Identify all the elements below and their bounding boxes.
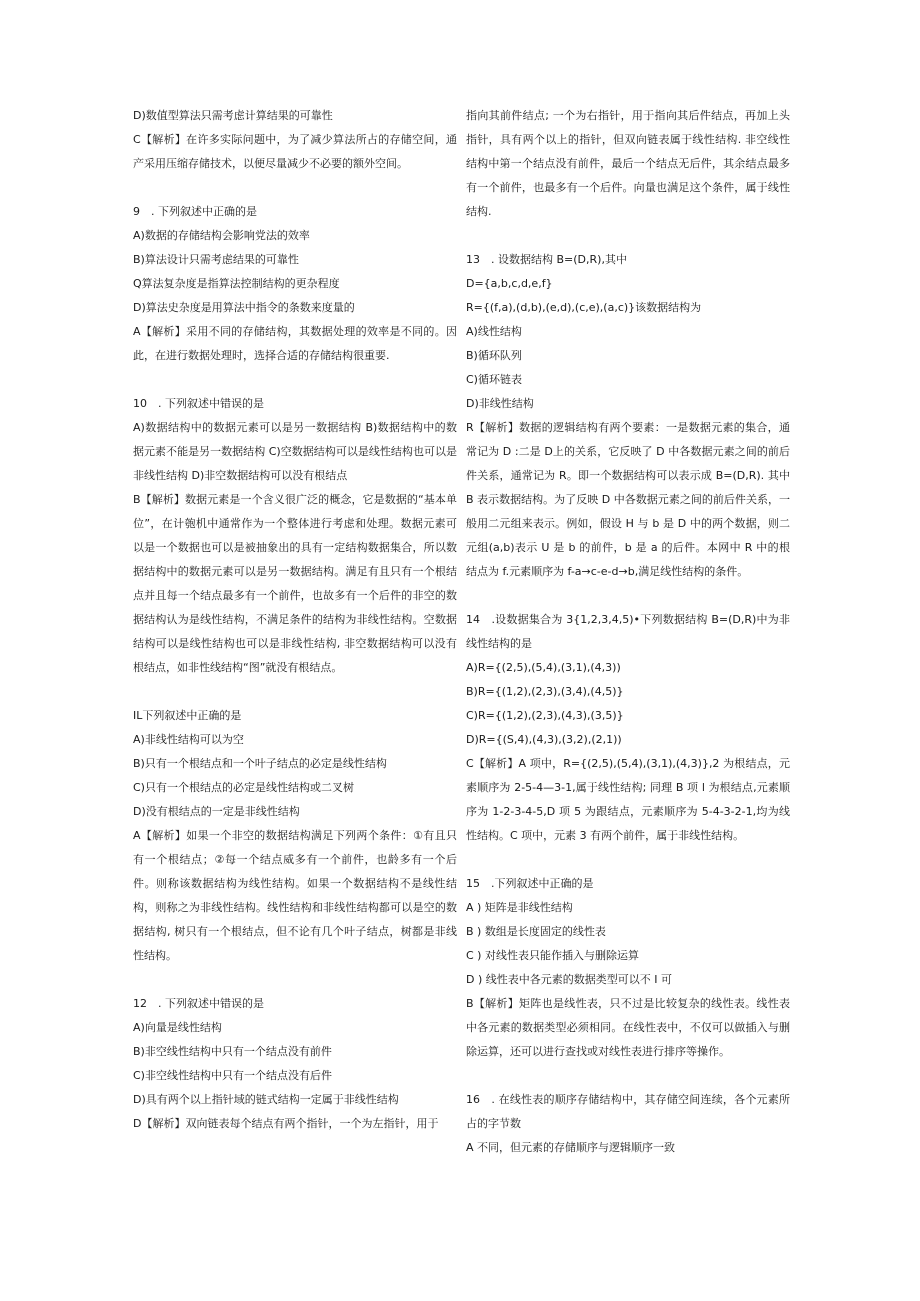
text-line: B)算法设计只需考虑结果的可靠性: [133, 253, 299, 266]
text-line: D ) 线性表中各元素的数据类型可以不 I 可: [466, 973, 672, 986]
text-line: B)循环队列: [466, 349, 522, 362]
text-line: D)R={(S,4),(4,3),(3,2),(2,1)): [466, 733, 622, 746]
question-block: [466, 1088, 790, 1160]
text-line: D)具有两个以上指针域的链式结构一定属于非线性结构: [133, 1093, 399, 1106]
text-line: D)数值型算法只需考虑计算结果的可靠性: [133, 109, 333, 122]
text-line: 15 .下列叙述中正确的是: [466, 877, 594, 890]
question-block: [133, 104, 457, 176]
text-line: 9 . 下列叙述中正确的是: [133, 205, 257, 218]
text-line: D)算法史杂度是用算法中指令的条数来度量的: [133, 301, 355, 314]
text-line: B【解析】矩阵也是线性表，只不过是比较复杂的线性表。线性表中各元素的数据类型必须相同。在线性表中，不仅可以做插入与删除运算，还可以进行查找或对线性表进行排序等操作。: [466, 997, 790, 1058]
text-line: 14 .设数据集合为 3{1,2,3,4,5)•下列数据结构 B=(D,R)中为非线性结构的是: [466, 613, 790, 650]
question-block: [466, 104, 790, 224]
question-block: [466, 608, 790, 848]
text-line: B)R={(1,2),(2,3),(3,4),(4,5)}: [466, 685, 624, 698]
text-line: C)非空线性结构中只有一个结点没有后件: [133, 1069, 332, 1082]
text-line: D={a,b,c,d,e,f}: [466, 277, 553, 290]
text-line: B)非空线性结构中只有一个结点没有前件: [133, 1045, 332, 1058]
text-line: IL下列叙述中正确的是: [133, 709, 242, 722]
text-line: 13 . 设数据结构 B=(D,R),其中: [466, 253, 627, 266]
text-line: C【解析】在许多实际问题中，为了减少算法所占的存储空间，通产采用压缩存储技术，以便尽量减少不必要的额外空间。: [133, 133, 457, 170]
text-line: C)R={(1,2),(2,3),(4,3),(3,5)}: [466, 709, 624, 722]
text-line: A【解析】如果一个非空的数据结构满足下列两个条件：①有且只有一个根结点；②每一个结点威多有一个前件，也龄多有一个后件。则称该数据结构为线性结构。如果一个数据结构不是线性结构，则称之为非线性结构。线性结构和非线性结构都可以是空的数据结构, 树只有一个根结点，但不论有几个叶子结点，树都是非线性结构。: [133, 829, 457, 962]
text-line: C)循环链表: [466, 373, 522, 386]
question-block: [133, 392, 457, 680]
text-line: R【解析】数据的逻辑结构有两个要素：一是数据元素的集合，通常记为 D :二是 D上的关系，它反映了 D 中各数据元素之间的前后件关系，通常记为 R。即一个数据结构可以表示成 B=(D,R). 其中 B 表示数据结构。为了反映 D 中各数据元素之间的前后件关系，一般用二元组来表示。例如，假设 H 与 b 是 D 中的两个数据，则二元组(a,b)表示 U 是 b 的前件，b 是 a 的后件。本网中 R 中的根结点为 f.元素顺序为 f-a→c-e-d→b,满足线性结构的条件。: [466, 421, 790, 578]
text-line: A ) 矩阵是非线性结构: [466, 901, 573, 914]
text-line: A 不同，但元素的存储顺序与逻辑顺序一致: [466, 1141, 676, 1154]
text-line: A)数据结构中的数据元素可以是另一数据结构 B)数据结构中的数据元素不能是另一数据结构 C)空数据结构可以是线性结构也可以是非线性结构 D)非空数据结构可以没有根结点: [133, 421, 457, 482]
question-block: [133, 992, 457, 1136]
text-line: A)非线性结构可以为空: [133, 733, 244, 746]
left-column: [133, 104, 457, 1160]
question-block: [466, 248, 790, 584]
text-line: A【解析】采用不同的存储结构，其数据处理的效率是不同的。因此，在进行数据处理时，选择合适的存储结构很重要.: [133, 325, 457, 362]
text-line: C)只有一个根结点的必定是线性结构或二叉树: [133, 781, 354, 794]
text-line: A)线性结构: [466, 325, 522, 338]
text-line: B ) 数组是长度固定的线性表: [466, 925, 606, 938]
text-line: 12 . 下列叙述中错误的是: [133, 997, 264, 1010]
right-column: [466, 104, 790, 1184]
text-line: B【解析】数据元素是一个含义很广泛的概念，它是数据的“基本单位”，在计匏机中通常作为一个整体进行考虑和处理。数据元素可以是一个数据也可以是被抽象出的具有一定结构数据集合，所以数据结构中的数据元素可以是另一数据结构。满足有且只有一个根结点并且每一个结点最多有一个前件，也故多有一个后件的非空的数据结构认为是线性结构，不满足条件的结构为非线性结构。空数据结构可以是线性结构也可以是非线性结构, 非空数据结构可以没有根结点，如非性线结构“图”就没有根结点。: [133, 493, 457, 674]
question-block: [133, 200, 457, 368]
text-line: D)非线性结构: [466, 397, 534, 410]
text-line: A)数据的存储结构会影响党法的效率: [133, 229, 310, 242]
question-block: [466, 872, 790, 1064]
text-line: 10 . 下列叙述中错误的是: [133, 397, 264, 410]
text-line: 16 . 在线性表的顺序存储结构中，其存储空间连续，各个元素所占的字节数: [466, 1093, 790, 1130]
text-line: A)R={(2,5),(5,4),(3,1),(4,3)): [466, 661, 621, 674]
text-line: Q算法复杂度是指算法控制结构的更杂程度: [133, 277, 340, 290]
text-line: D【解析】双向链表每个结点有两个指针，一个为左指针，用于: [133, 1117, 439, 1130]
text-line: 指向其前件结点; 一个为右指针，用于指向其后件结点，再加上头指针，具有两个以上的指针，但双向链表属于线性结构. 非空线性结构中第一个结点没有前件，最后一个结点无后件，其余结点最多有一个前件，也最多有一个后件。向量也满足这个条件，属于线性结构.: [466, 109, 790, 218]
question-block: [133, 704, 457, 968]
text-line: B)只有一个根结点和一个叶子结点的必定是线性结构: [133, 757, 387, 770]
text-line: C ) 对线性表只能作插入与删除运算: [466, 949, 639, 962]
text-line: R={(f,a),(d,b),(e,d),(c,e),(a,c)}该数据结构为: [466, 301, 702, 314]
text-line: C【解析】A 项中，R={(2,5),(5,4),(3,1),(4,3)},2 为根结点，元素顺序为 2-5-4—3-1,属于线性结构; 同理 B 项 l 为根结点,元素顺序为 1-2-3-4-5,D 项 5 为跟结点，元素顺序为 5-4-3-2-1,均为线性结构。C 项中，元素 3 有两个前件，属于非线性结构。: [466, 757, 790, 842]
text-line: D)没有根结点的一定是非线性结构: [133, 805, 300, 818]
text-line: A)向量是线性结构: [133, 1021, 222, 1034]
